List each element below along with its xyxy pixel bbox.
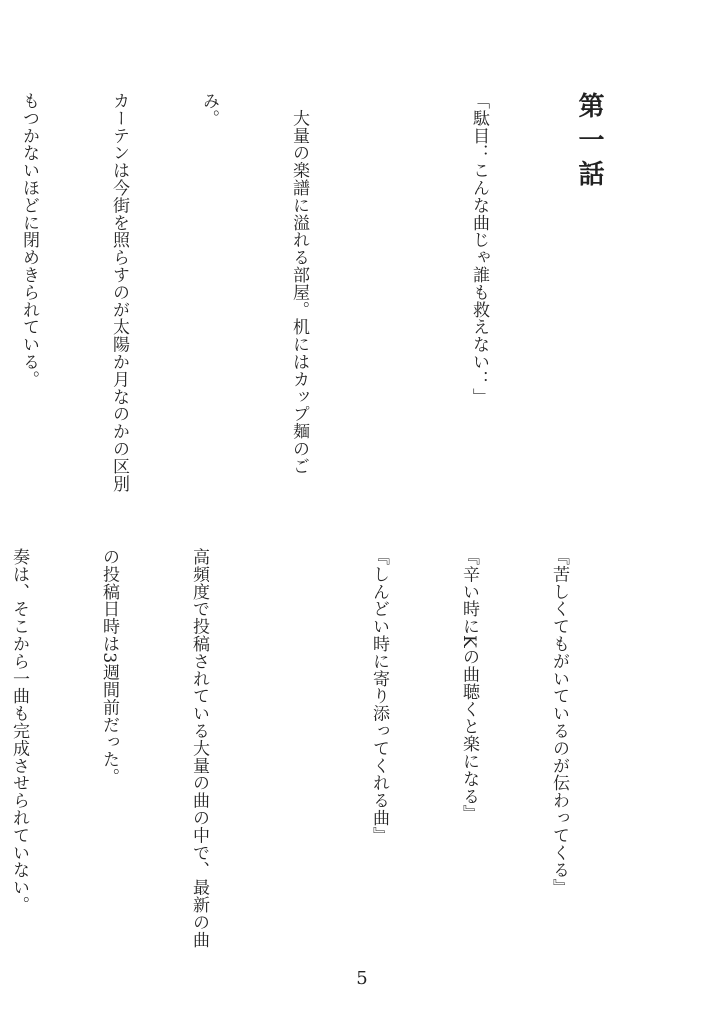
text-line: 大量の楽譜に溢れる部屋。机にはカップ麺のご bbox=[289, 92, 309, 475]
text-line: 『しんどい時に寄り添ってくれる曲』 bbox=[369, 548, 389, 844]
text-line: カーテンは今街を照らすのが太陽か月なのかの区別 bbox=[109, 92, 129, 493]
upper-text-block bbox=[0, 92, 664, 502]
page-number: 5 bbox=[356, 968, 368, 989]
text-line: み。 bbox=[199, 92, 219, 127]
text-line: 「駄目：こんな曲じゃ誰も救えない：」 bbox=[469, 92, 489, 406]
line-gap bbox=[274, 548, 304, 968]
text-line: 『苦しくてもがいているのが伝わってくる』 bbox=[549, 548, 569, 896]
text-line: 高頻度で投稿されている大量の曲の中で、最新の曲 bbox=[189, 548, 209, 949]
text-line: もつかないほどに閉めきられている。 bbox=[19, 92, 39, 388]
line-gap bbox=[374, 92, 404, 502]
text-line: 『辛い時にKの曲聴くと楽になる』 bbox=[459, 548, 479, 823]
chapter-title: 第一話 bbox=[574, 92, 604, 194]
text-line: 奏は、そこから一曲も完成させられていない。 bbox=[9, 548, 29, 914]
text-line: の投稿日時は3週間前だった。 bbox=[99, 548, 119, 786]
lower-text-block bbox=[0, 548, 634, 968]
